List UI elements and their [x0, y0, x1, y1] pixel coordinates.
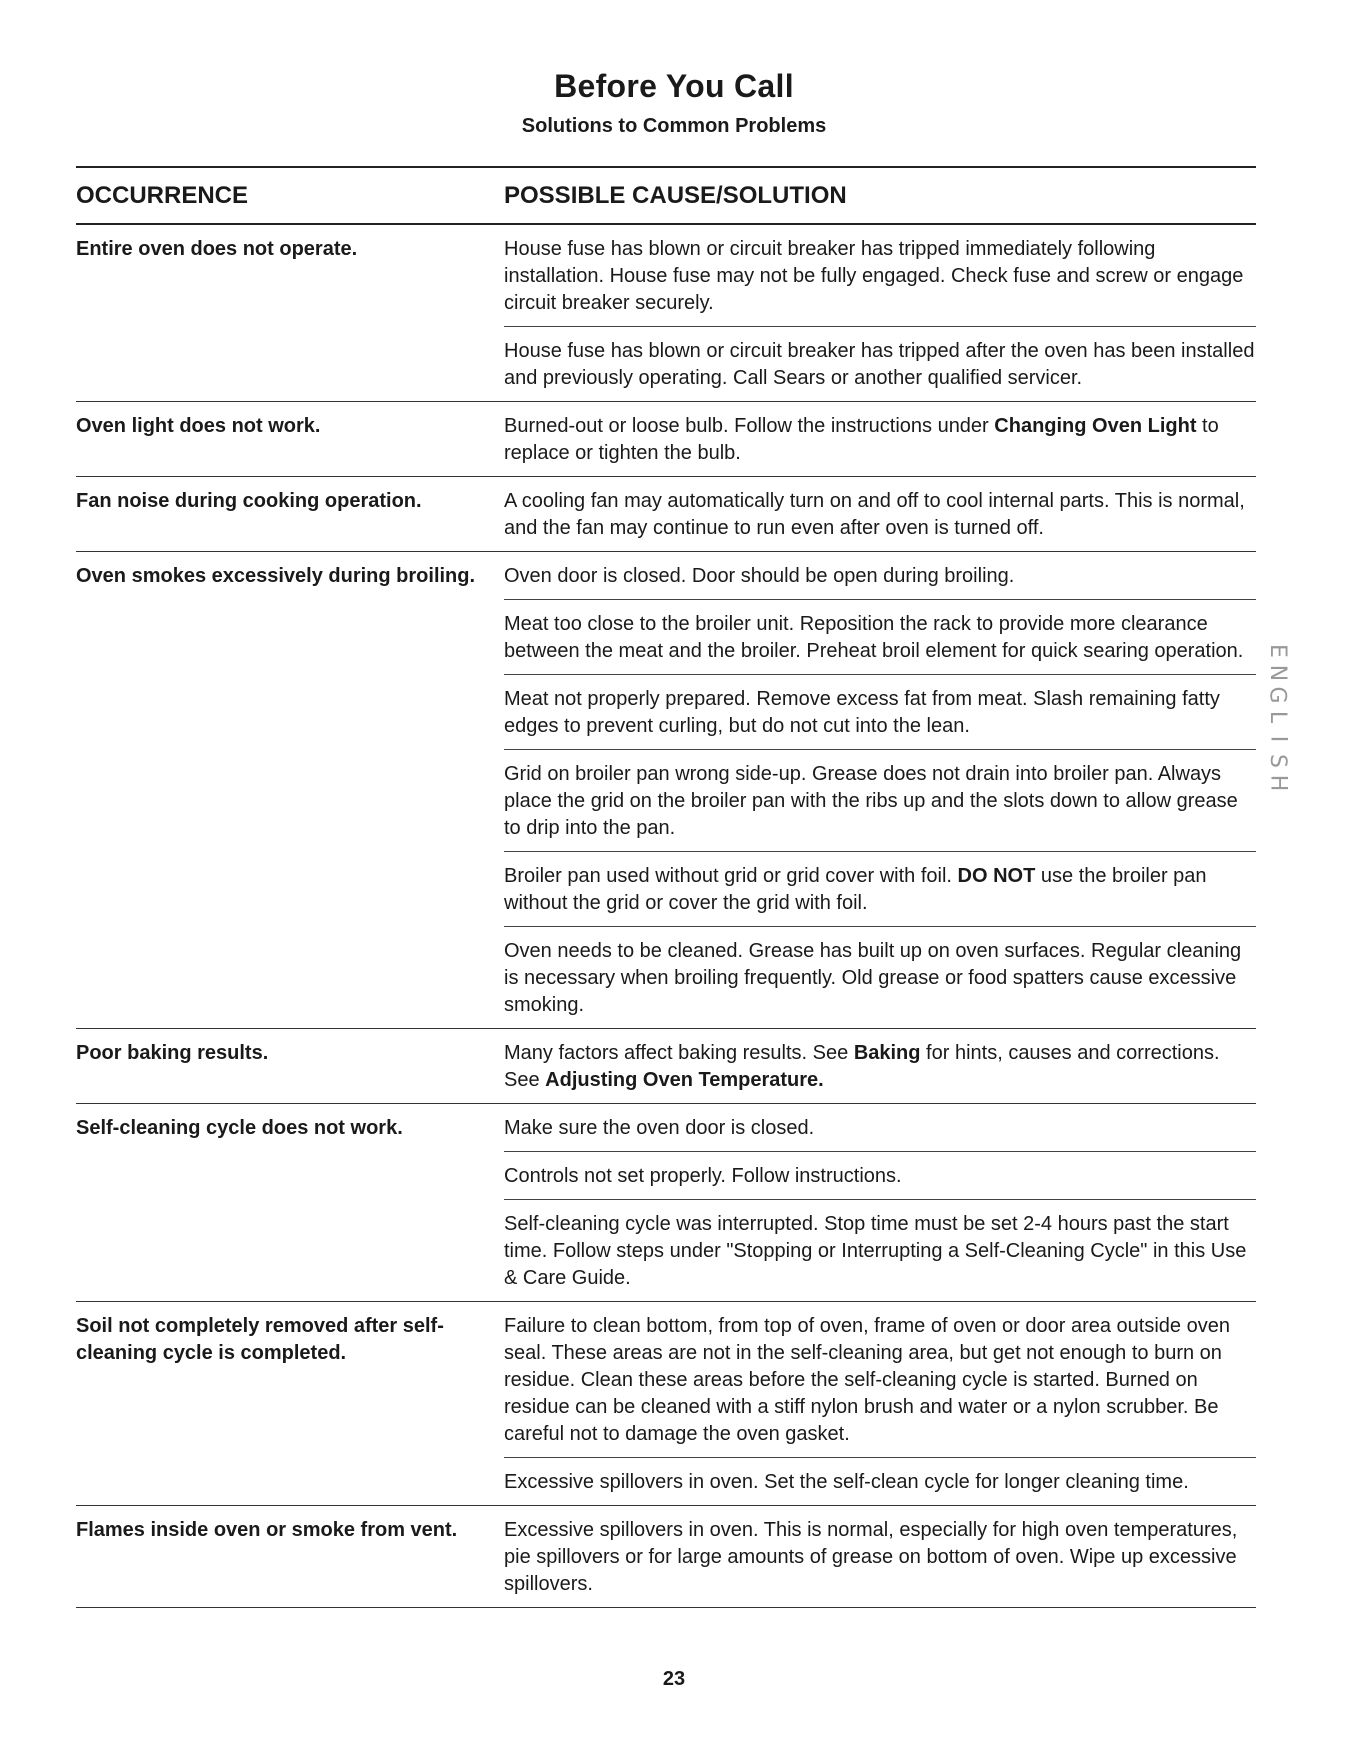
- table-row: [76, 1029, 1256, 1104]
- solution-column-header: POSSIBLE CAUSE/SOLUTION: [504, 181, 847, 209]
- table-row: [76, 225, 1256, 402]
- table-body: [76, 225, 1256, 1608]
- solution-item: Broiler pan used without grid or grid cover with foil. DO NOT use the broiler pan without the grid or cover the grid with foil.: [504, 852, 1256, 927]
- bold-reference: DO NOT: [957, 865, 1036, 887]
- occurrence-cell: Self-cleaning cycle does not work.: [76, 1117, 403, 1139]
- occurrence-cell: Oven light does not work.: [76, 415, 321, 437]
- solution-item: Many factors affect baking results. See Baking for hints, causes and corrections. See Adjusting Oven Temperature.: [504, 1042, 1220, 1091]
- solution-item: Oven needs to be cleaned. Grease has built up on oven surfaces. Regular cleaning is necessary when broiling frequently. Old grease or food spatters cause excessive smoking.: [504, 940, 1242, 1016]
- table-header: [76, 168, 1256, 225]
- page-title: Before You Call: [554, 68, 794, 104]
- solution-item: Oven door is closed. Door should be open during broiling.: [504, 552, 1256, 600]
- table-row: [76, 477, 1256, 552]
- table-row: [76, 1302, 1256, 1506]
- solution-cell: [504, 1302, 1256, 1505]
- solution-item: Failure to clean bottom, from top of oven, frame of oven or door area outside oven seal. These areas are not in the self-cleaning area, but get not enough to burn on residue. Clean these areas before the self-cleaning cycle is started. Burned on residue can be cleaned with a stiff nylon brush and water or a nylon scrubber. Be careful not to damage the oven gasket.: [504, 1302, 1256, 1458]
- table-row: [76, 1104, 1256, 1302]
- side-tab-letter: E: [1265, 644, 1290, 658]
- occurrence-cell: Poor baking results.: [76, 1042, 269, 1064]
- solution-cell: [504, 1029, 1256, 1103]
- solution-cell: [504, 477, 1256, 551]
- occurrence-cell: Oven smokes excessively during broiling.: [76, 565, 476, 587]
- table-row: [76, 402, 1256, 477]
- page-number: 23: [662, 1668, 686, 1690]
- occurrence-cell: Fan noise during cooking operation.: [76, 490, 422, 512]
- solution-item: Burned-out or loose bulb. Follow the instructions under Changing Oven Light to replace or tighten the bulb.: [504, 415, 1219, 464]
- table-row: [76, 552, 1256, 1029]
- solution-item: Meat too close to the broiler unit. Reposition the rack to provide more clearance between the meat and the broiler. Preheat broil element for quick searing operation.: [504, 600, 1256, 675]
- solution-cell: [504, 552, 1256, 1028]
- table-row: [76, 1506, 1256, 1608]
- solution-item: Grid on broiler pan wrong side-up. Grease does not drain into broiler pan. Always place the grid on the broiler pan with the ribs up and the slots down to allow grease to drip into the pan.: [504, 750, 1256, 852]
- side-tab-letter: I: [1265, 735, 1290, 743]
- occurrence-cell: Soil not completely removed after self-cleaning cycle is completed.: [76, 1315, 444, 1364]
- side-tab-letter: S: [1265, 754, 1290, 768]
- solution-cell: [504, 1104, 1256, 1301]
- solution-cell: [504, 225, 1256, 401]
- bold-reference: Baking: [853, 1042, 921, 1064]
- solution-item: Self-cleaning cycle was interrupted. Stop time must be set 2-4 hours past the start time. Follow steps under "Stopping or Interrupting a Self-Cleaning Cycle" in this Use & Care Guide.: [504, 1213, 1247, 1289]
- side-tab-letter: L: [1264, 710, 1290, 724]
- occurrence-cell: Flames inside oven or smoke from vent.: [76, 1519, 458, 1541]
- page-header: [0, 68, 1348, 138]
- solution-item: A cooling fan may automatically turn on and off to cool internal parts. This is normal, and the fan may continue to run even after oven is turned off.: [504, 490, 1245, 539]
- side-tab-letter: G: [1265, 686, 1290, 704]
- troubleshooting-table: [76, 166, 1256, 1608]
- occurrence-column-header: OCCURRENCE: [76, 181, 249, 209]
- solution-item: Meat not properly prepared. Remove excess fat from meat. Slash remaining fatty edges to prevent curling, but do not cut into the lean.: [504, 675, 1256, 750]
- page-subtitle: Solutions to Common Problems: [521, 115, 827, 137]
- side-tab-letter: H: [1264, 774, 1290, 792]
- side-tab-letter: N: [1265, 664, 1290, 682]
- solution-item: House fuse has blown or circuit breaker has tripped immediately following installation. House fuse may not be fully engaged. Check fuse and screw or engage circuit breaker securely.: [504, 225, 1256, 327]
- bold-reference: Adjusting Oven Temperature.: [545, 1069, 824, 1091]
- bold-reference: Changing Oven Light: [994, 415, 1197, 437]
- solution-item: Excessive spillovers in oven. This is normal, especially for high oven temperatures, pie spillovers or for large amounts of grease on bottom of oven. Wipe up excessive spillovers.: [504, 1519, 1238, 1595]
- solution-item: Controls not set properly. Follow instructions.: [504, 1152, 1256, 1200]
- solution-item: House fuse has blown or circuit breaker has tripped after the oven has been installed and previously operating. Call Sears or another qualified servicer.: [504, 340, 1255, 389]
- occurrence-cell: Entire oven does not operate.: [76, 238, 358, 260]
- solution-cell: [504, 1506, 1256, 1607]
- language-side-tab: [1260, 640, 1294, 794]
- solution-cell: [504, 402, 1256, 476]
- solution-item: Excessive spillovers in oven. Set the self-clean cycle for longer cleaning time.: [504, 1471, 1189, 1493]
- solution-item: Make sure the oven door is closed.: [504, 1104, 1256, 1152]
